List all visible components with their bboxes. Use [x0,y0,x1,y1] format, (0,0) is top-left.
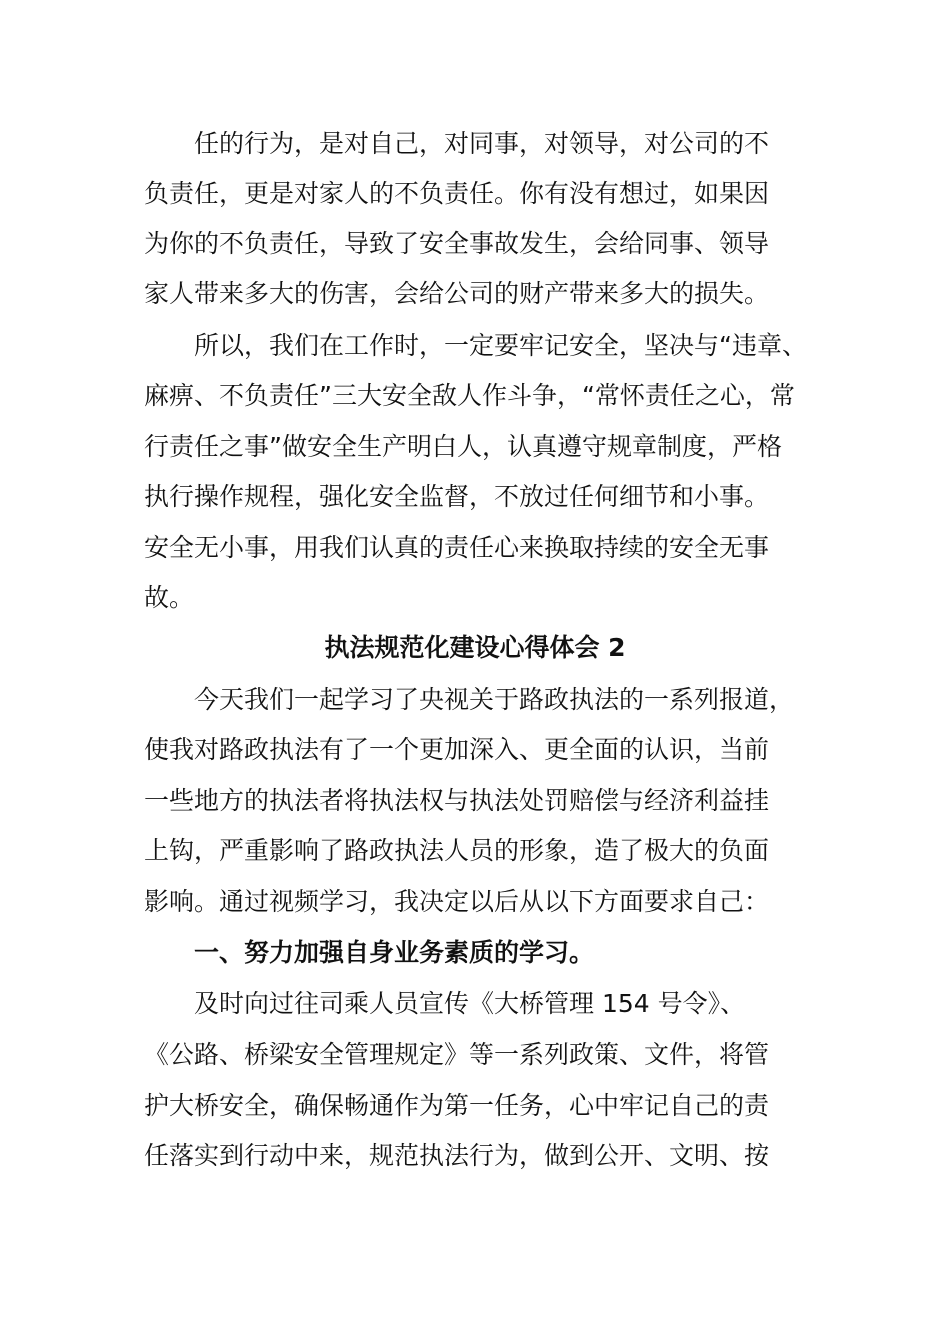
subsection-heading: 一、努力加强自身业务素质的学习。 [194,938,595,967]
paragraph-line: 护大桥安全，确保畅通作为第一任务，心中牢记自己的责 [144,1091,770,1120]
paragraph-line: 安全无小事，用我们认真的责任心来换取持续的安全无事 [144,533,770,562]
section-heading: 执法规范化建设心得体会 2 [324,633,626,662]
paragraph-line: 麻痹、不负责任”三大安全敌人作斗争，“常怀责任之心，常 [144,381,795,410]
paragraph-line: 使我对路政执法有了一个更加深入、更全面的认识，当前 [144,735,770,764]
paragraph-line: 一些地方的执法者将执法权与执法处罚赔偿与经济利益挂 [144,786,770,815]
paragraph-line: 影响。通过视频学习，我决定以后从以下方面要求自己： [144,887,770,916]
paragraph-line: 故。 [144,583,195,612]
paragraph-line: 今天我们一起学习了央视关于路政执法的一系列报道， [194,685,795,714]
paragraph-line: 上钩，严重影响了路政执法人员的形象，造了极大的负面 [144,836,770,865]
paragraph-line: 《公路、桥梁安全管理规定》等一系列政策、文件，将管 [144,1040,770,1069]
paragraph-line: 为你的不负责任，导致了安全事故发生，会给同事、领导 [144,229,770,258]
paragraph-line: 执行操作规程，强化安全监督，不放过任何细节和小事。 [144,482,770,511]
paragraph-line: 所以，我们在工作时，一定要牢记安全，坚决与“违章、 [194,331,807,360]
paragraph-line: 家人带来多大的伤害，会给公司的财产带来多大的损失。 [144,279,770,308]
paragraph-line: 任落实到行动中来，规范执法行为，做到公开、文明、按 [144,1141,770,1170]
paragraph-line: 及时向过往司乘人员宣传《大桥管理 154 号令》、 [194,989,746,1018]
paragraph-line: 行责任之事”做安全生产明白人，认真遵守规章制度，严格 [144,432,782,461]
paragraph-line: 任的行为，是对自己，对同事，对领导，对公司的不 [194,129,770,158]
paragraph-line: 负责任，更是对家人的不负责任。你有没有想过，如果因 [144,179,770,208]
